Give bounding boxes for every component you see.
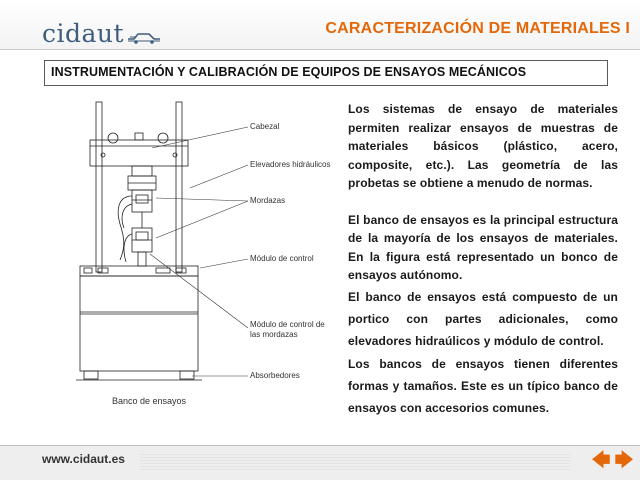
- label-modulo-mordazas-line1: Módulo de control de: [250, 320, 325, 329]
- description-text: [348, 100, 618, 419]
- paragraph-2: El banco de ensayos es la principal estructura de la mayoría de los ensayos de materiales. En la figura está representado un bonco de ensayos autónomo.: [348, 212, 618, 282]
- next-arrow-icon[interactable]: 🡆: [614, 450, 634, 470]
- cidaut-logo: [42, 18, 161, 48]
- page-title: CARACTERIZACIÓN DE MATERIALES I: [325, 20, 630, 37]
- footer-divider: [0, 445, 640, 446]
- label-modulo-mordazas-line2: las mordazas: [250, 330, 298, 339]
- paragraph-1: Los sistemas de ensayo de materiales permiten realizar ensayos de muestras de materiales básicos (plástico, acero, composite, etc.). Las geometría de las probetas se obtiene a menudo de normas.: [348, 102, 618, 190]
- previous-arrow-icon[interactable]: 🡄: [591, 450, 611, 470]
- label-absorbedores: Absorbedores: [250, 371, 300, 380]
- paragraph-4: Los bancos de ensayos tienen diferentes formas y tamaños. Este es un típico banco de ensayos con accesorios comunes.: [348, 356, 618, 415]
- car-icon: [127, 30, 161, 44]
- label-cabezal: Cabezal: [250, 122, 280, 131]
- footer-url-link[interactable]: www.cidaut.es: [42, 452, 125, 466]
- footer-decoration: [140, 454, 570, 472]
- logo-text: cidaut: [42, 19, 125, 48]
- test-bench-figure: [40, 100, 340, 415]
- header-divider: [0, 49, 640, 50]
- paragraph-3: El banco de ensayos está compuesto de un portico con partes adicionales, como elevadores hidraúlicos y módulo de control.: [348, 289, 618, 348]
- label-mordazas: Mordazas: [250, 196, 286, 205]
- figure-caption: Banco de ensayos: [112, 396, 187, 406]
- section-subtitle: INSTRUMENTACIÓN Y CALIBRACIÓN DE EQUIPOS DE ENSAYOS MECÁNICOS: [51, 65, 527, 79]
- label-modulo-control: Módulo de control: [250, 254, 314, 263]
- subtitle-box: [44, 60, 608, 86]
- label-elevadores: Elevadores hidráulicos: [250, 160, 331, 169]
